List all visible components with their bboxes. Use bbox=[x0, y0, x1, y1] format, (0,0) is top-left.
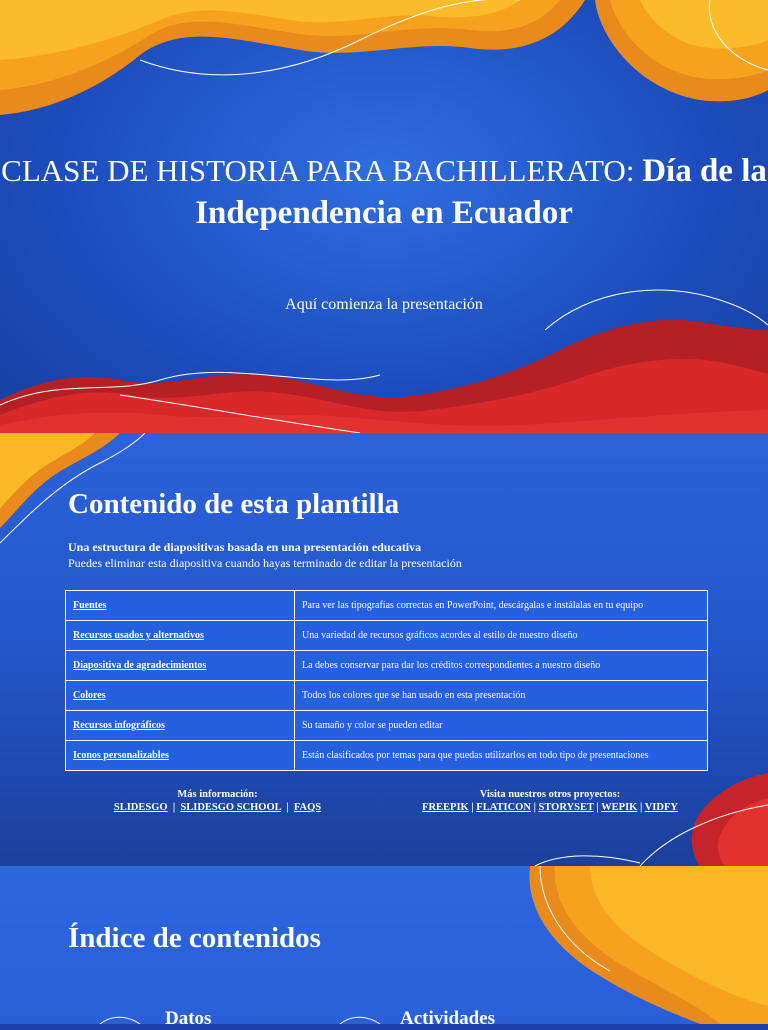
more-info: Más información: SLIDESGO | SLIDESGO SCHOOL | FAQS bbox=[95, 788, 340, 814]
table-row bbox=[66, 651, 708, 681]
link-slidesgo[interactable]: SLIDESGO bbox=[113, 802, 168, 813]
table-row-key[interactable]: Iconos personalizables bbox=[66, 741, 295, 771]
table-row-key[interactable]: Diapositiva de agradecimientos bbox=[66, 651, 295, 681]
table-row bbox=[66, 741, 708, 771]
title-main-2: Independencia en Ecuador bbox=[195, 195, 573, 231]
table-row-value: Están clasificados por temas para que puedas utilizarlos en todo tipo de presentaciones bbox=[295, 741, 708, 771]
link-faqs[interactable]: FAQS bbox=[293, 802, 322, 813]
table-row bbox=[66, 711, 708, 741]
slide-title-heading bbox=[0, 150, 768, 234]
index-heading: Índice de contenidos bbox=[68, 922, 321, 954]
table-row bbox=[66, 681, 708, 711]
contents-table bbox=[65, 590, 708, 771]
table-row bbox=[66, 591, 708, 621]
slide-subtitle: Aquí comienza la presentación bbox=[285, 296, 483, 313]
table-row-value: Su tamaño y color se pueden editar bbox=[295, 711, 708, 741]
table-row-value: Para ver las tipografías correctas en PowerPoint, descárgalas e instálalas en tu equipo bbox=[295, 591, 708, 621]
index-item-2: Actividades bbox=[400, 1008, 495, 1029]
link-storyset[interactable]: STORYSET bbox=[538, 802, 594, 813]
index-item-1: Datos bbox=[165, 1008, 212, 1029]
link-freepik[interactable]: FREEPIK bbox=[422, 802, 469, 813]
contents-desc-bold: Una estructura de diapositivas basada en una presentación educativa bbox=[68, 540, 422, 554]
table-row-key[interactable]: Recursos usados y alternativos bbox=[66, 621, 295, 651]
link-slidesgo-school[interactable]: SLIDESGO SCHOOL bbox=[180, 802, 282, 813]
title-main-1: Día de la bbox=[642, 153, 767, 189]
contents-heading: Contenido de esta plantilla bbox=[68, 488, 400, 520]
link-wepik[interactable]: WEPIK bbox=[601, 802, 638, 813]
table-row-value: Una variedad de recursos gráficos acordes al estilo de nuestro diseño bbox=[295, 621, 708, 651]
table-row bbox=[66, 621, 708, 651]
contents-desc: Puedes eliminar esta diapositiva cuando hayas terminado de editar la presentación bbox=[68, 556, 462, 570]
table-row-key[interactable]: Recursos infográficos bbox=[66, 711, 295, 741]
more-info-label: Más información: bbox=[177, 789, 258, 800]
table-row-value: Todos los colores que se han usado en esta presentación bbox=[295, 681, 708, 711]
slide-title bbox=[0, 0, 768, 433]
table-row-key[interactable]: Fuentes bbox=[66, 591, 295, 621]
table-row-value: La debes conservar para dar los créditos correspondientes a nuestro diseño bbox=[295, 651, 708, 681]
link-flaticon[interactable]: FLATICON bbox=[476, 802, 531, 813]
title-prefix: CLASE DE HISTORIA PARA BACHILLERATO: bbox=[1, 153, 635, 188]
projects-label: Visita nuestros otros proyectos: bbox=[479, 789, 621, 800]
other-projects: Visita nuestros otros proyectos: FREEPIK | FLATICON | STORYSET | WEPIK | VIDFY bbox=[400, 788, 700, 814]
table-row-key[interactable]: Colores bbox=[66, 681, 295, 711]
link-vidfy[interactable]: VIDFY bbox=[644, 802, 678, 813]
